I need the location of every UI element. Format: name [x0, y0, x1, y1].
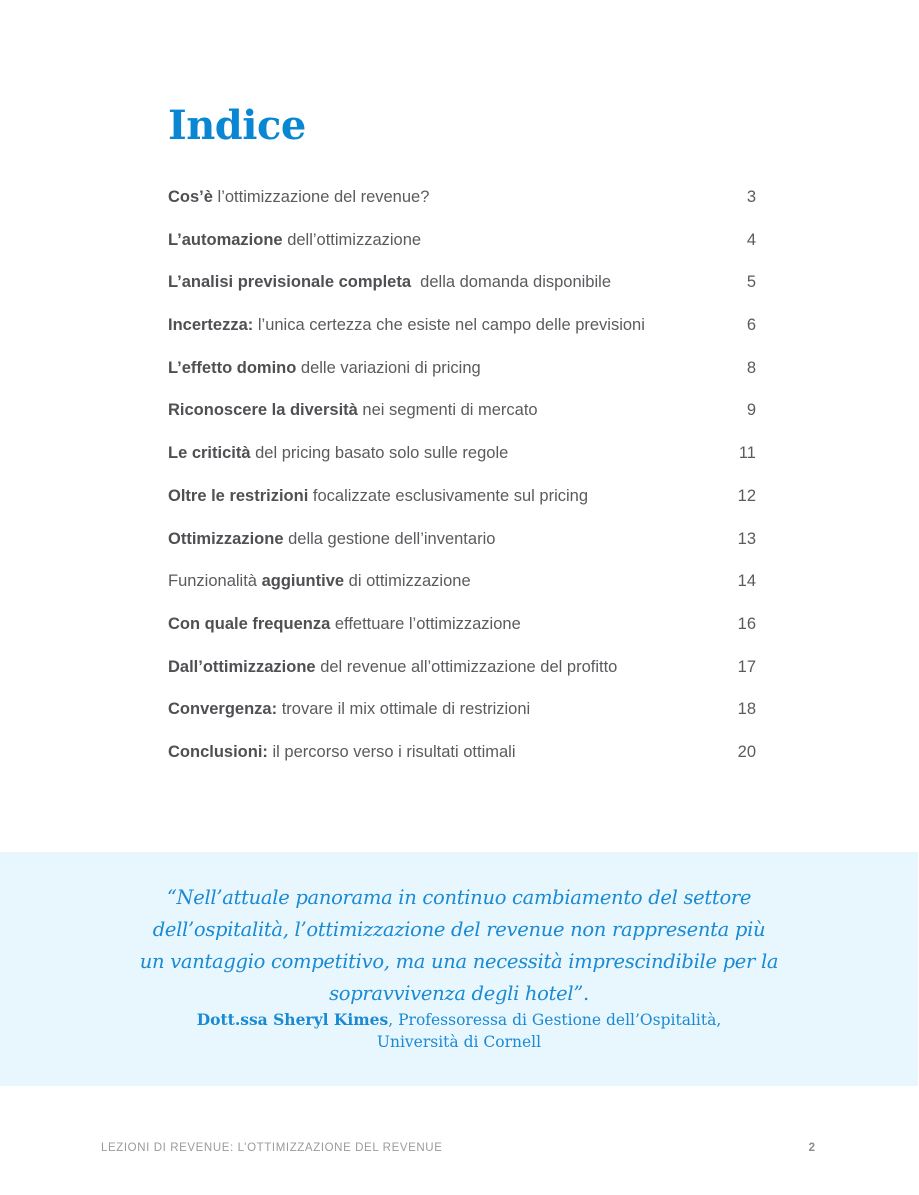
toc-entry-rest: effettuare l’ottimizzazione [330, 614, 521, 633]
toc-entry-rest: di ottimizzazione [344, 572, 471, 591]
toc-entry-bold: Con quale frequenza [168, 614, 331, 633]
toc-entry-text [168, 567, 471, 595]
toc-entry-rest: dell’ottimizzazione [282, 230, 422, 249]
toc-entry-rest: il percorso verso i risultati ottimali [267, 742, 516, 761]
toc-entry[interactable] [168, 695, 758, 738]
quote-author-affiliation: Università di Cornell [376, 1033, 542, 1051]
toc-entry[interactable] [168, 567, 758, 610]
toc-entry-text [168, 610, 521, 638]
footer-document-title: LEZIONI DI REVENUE: L’OTTIMIZZAZIONE DEL REVENUE [101, 1142, 443, 1154]
quote-author: Dott.ssa Sheryl Kimes [196, 1010, 389, 1029]
quote-text [100, 882, 818, 1010]
toc-entry-rest: l’ottimizzazione del revenue? [212, 188, 430, 206]
page-title: Indice [168, 102, 306, 149]
toc-entry-bold: aggiuntive [261, 572, 345, 591]
toc-entry[interactable] [168, 268, 758, 311]
toc-page-number: 12 [737, 486, 756, 505]
toc-entry-rest: l’unica certezza che esiste nel campo delle previsioni [253, 316, 645, 335]
toc-entry-bold: L’analisi previsionale completa [168, 273, 412, 292]
toc-page-number: 6 [746, 316, 756, 335]
toc-entry[interactable] [168, 439, 758, 482]
toc-entry[interactable] [168, 226, 758, 269]
toc-entry-text [168, 482, 588, 510]
toc-entry-bold: L’effetto domino [168, 358, 297, 377]
toc-entry-bold: L’automazione [168, 230, 283, 249]
footer-page-number: 2 [808, 1142, 815, 1154]
toc-entry[interactable] [168, 525, 758, 568]
toc-page-number: 9 [746, 401, 756, 420]
toc-page-number: 13 [737, 529, 756, 548]
toc-entry-text [168, 695, 530, 723]
toc-entry[interactable] [168, 354, 758, 397]
toc-entry-bold: Conclusioni: [168, 742, 268, 761]
toc-entry-text [168, 738, 516, 766]
quote-box [0, 852, 918, 1086]
toc-entry[interactable] [168, 738, 758, 781]
toc-entry-bold: Ottimizzazione [168, 529, 284, 548]
toc-page-number: 8 [746, 358, 756, 377]
toc-entry-bold: Dall’ottimizzazione [168, 657, 316, 676]
quote-line: dell’ospitalità, l’ottimizzazione del revenue non rappresenta più [152, 918, 766, 941]
toc-page-number: 14 [737, 572, 756, 591]
toc-page-number: 16 [737, 614, 756, 633]
toc-entry-rest: della domanda disponibile [411, 273, 611, 292]
toc-entry-text [168, 525, 495, 553]
toc-entry[interactable] [168, 311, 758, 354]
quote-author-role: , Professoressa di Gestione dell’Ospitalità, [388, 1011, 722, 1029]
toc-entry-rest: focalizzate esclusivamente sul pricing [308, 486, 589, 505]
toc-entry-text [168, 439, 508, 467]
toc-entry-rest: della gestione dell’inventario [283, 529, 496, 548]
toc-entry-text [168, 226, 421, 254]
toc-entry-bold: Le criticità [168, 444, 251, 463]
toc-page-number: 3 [746, 188, 756, 206]
toc-entry-rest: trovare il mix ottimale di restrizioni [277, 700, 531, 719]
toc-entry-text [168, 311, 645, 339]
toc-page-number: 5 [746, 273, 756, 292]
quote-attribution [150, 1009, 768, 1053]
toc-page-number: 11 [738, 444, 756, 463]
quote-line: “Nell’attuale panorama in continuo cambiamento del settore [166, 886, 752, 909]
toc-entry-bold: Riconoscere la diversità [168, 401, 358, 420]
toc-page-number: 18 [737, 700, 756, 719]
toc-entry[interactable] [168, 396, 758, 439]
toc-entry-rest: nei segmenti di mercato [357, 401, 538, 420]
toc-entry-rest: delle variazioni di pricing [296, 358, 481, 377]
toc-entry-pre: Funzionalità [168, 572, 262, 591]
toc-page-number: 20 [737, 742, 756, 761]
toc-entry[interactable] [168, 183, 758, 226]
toc-entry[interactable] [168, 610, 758, 653]
toc-entry-text [168, 268, 611, 296]
quote-line: sopravvivenza degli hotel”. [329, 982, 589, 1005]
toc-entry-bold: Incertezza: [168, 316, 254, 335]
toc-entry-text [168, 183, 429, 211]
toc-page-number: 17 [737, 657, 756, 676]
toc-entry-text [168, 354, 481, 382]
toc-entry-rest: del revenue all’ottimizzazione del profitto [315, 657, 618, 676]
toc-entry[interactable] [168, 482, 758, 525]
toc-entry-bold: Cos’è [168, 188, 213, 206]
table-of-contents [168, 183, 758, 781]
quote-line: un vantaggio competitivo, ma una necessità imprescindibile per la [139, 950, 779, 973]
toc-page-number: 4 [746, 230, 756, 249]
toc-entry[interactable] [168, 653, 758, 696]
toc-entry-bold: Convergenza: [168, 700, 278, 719]
toc-entry-rest: del pricing basato solo sulle regole [250, 444, 509, 463]
toc-entry-text [168, 653, 617, 681]
toc-entry-bold: Oltre le restrizioni [168, 486, 309, 505]
toc-entry-text [168, 396, 538, 424]
